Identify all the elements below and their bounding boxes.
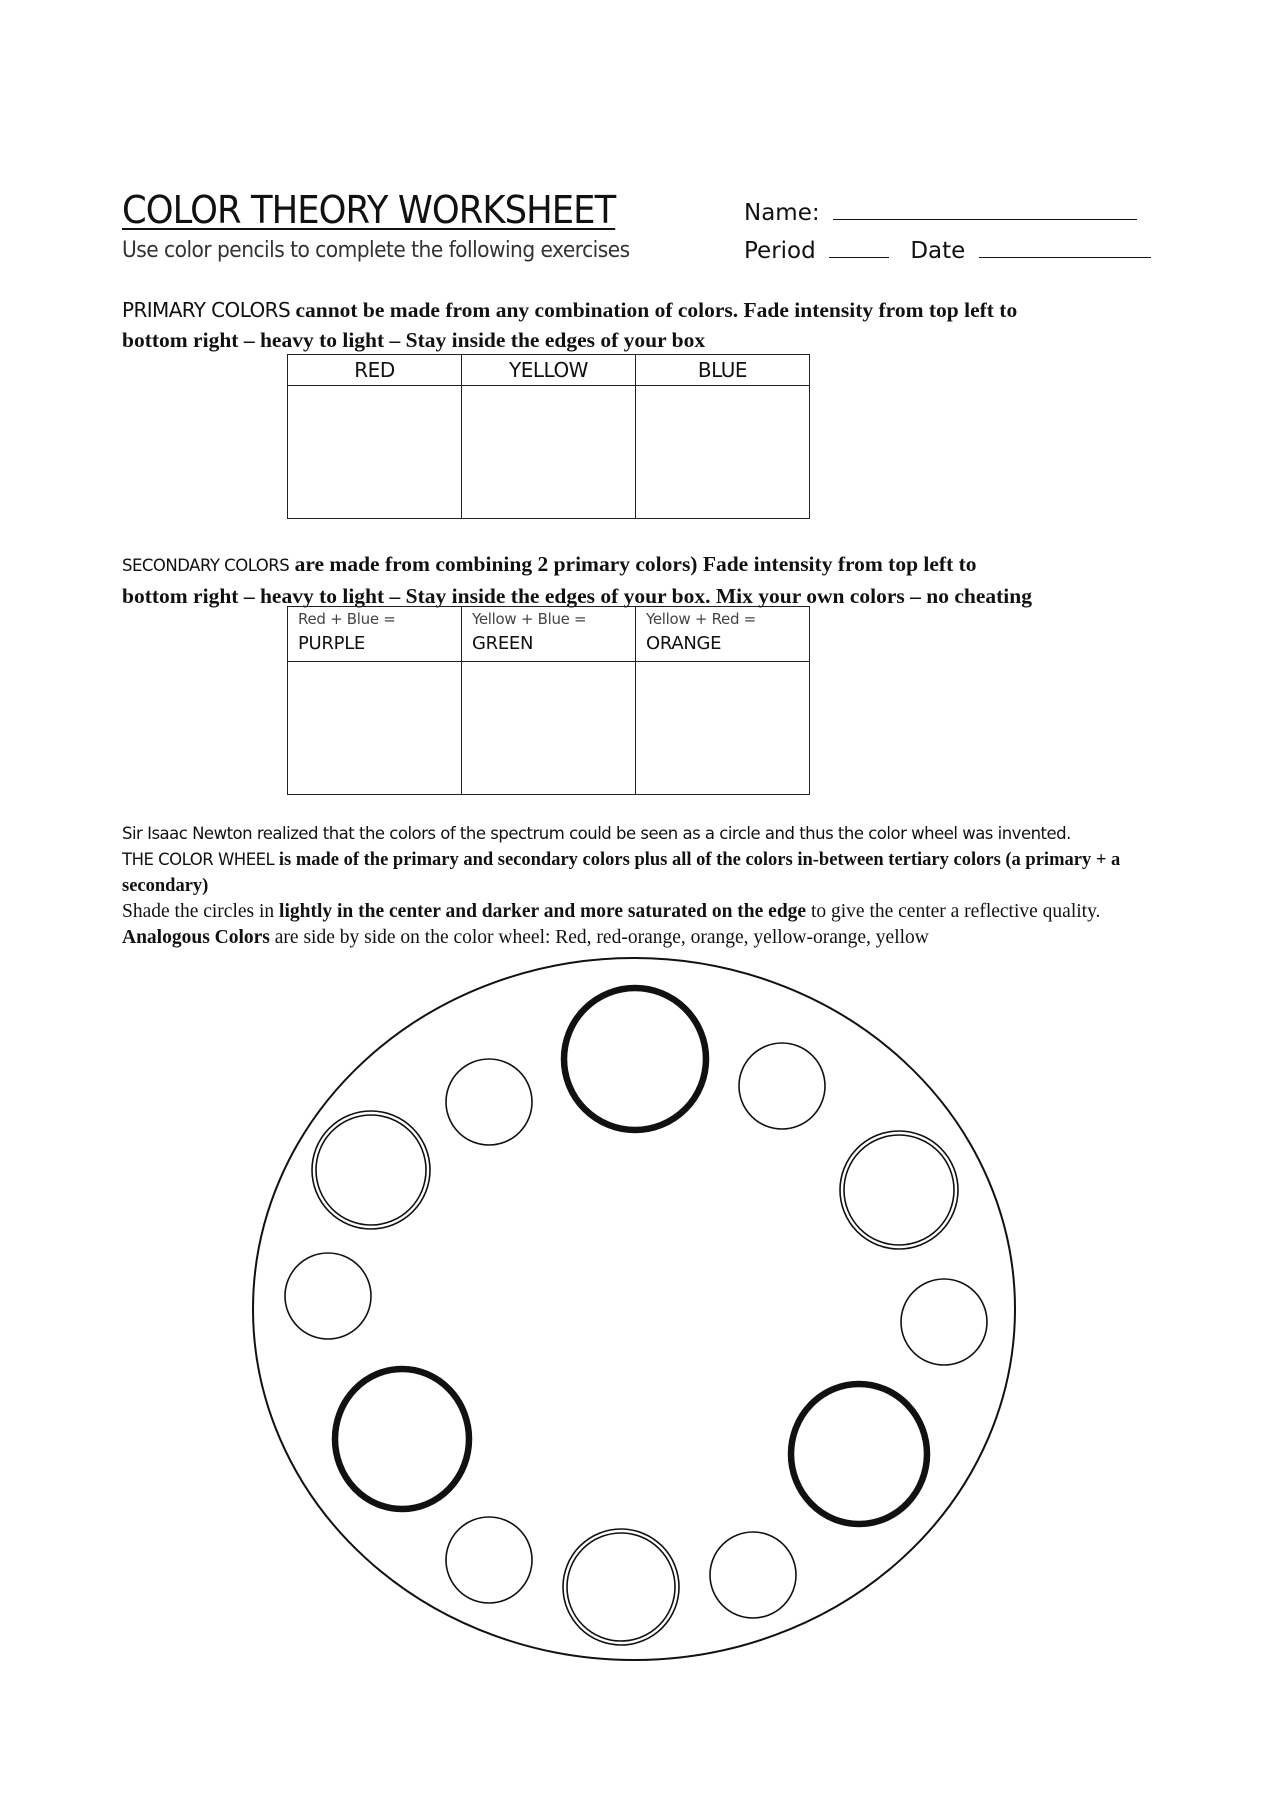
analogous-rest: are side by side on the color wheel: Red, red-orange, orange, yellow-orange, yellow bbox=[269, 927, 929, 948]
green-formula: Yellow + Blue = bbox=[472, 610, 587, 628]
tertiary-color-circle[interactable] bbox=[710, 1532, 796, 1618]
primary-color-circle[interactable] bbox=[564, 988, 706, 1130]
secondary-text-line2: bottom right – heavy to light – Stay inside the edges of your box. Mix your own colors – no cheating bbox=[122, 584, 1032, 608]
secondary-text-line1: are made from combining 2 primary colors) Fade intensity from top left to bbox=[289, 552, 977, 576]
secondary-color-circle[interactable] bbox=[563, 1529, 679, 1645]
purple-result: PURPLE bbox=[298, 633, 365, 654]
primary-col-red: RED bbox=[288, 355, 462, 386]
tertiary-color-circle[interactable] bbox=[901, 1279, 987, 1365]
wheel-text: is made of the primary and secondary colors plus all of the colors in-between tertiary colors (a primary + a secondary) bbox=[122, 850, 1121, 896]
primary-col-blue: BLUE bbox=[636, 355, 810, 386]
orange-result: ORANGE bbox=[646, 633, 722, 654]
primary-text-line2: bottom right – heavy to light – Stay inside the edges of your box bbox=[122, 328, 706, 352]
name-label: Name: bbox=[744, 200, 820, 226]
shade-intro: Shade the circles in bbox=[122, 901, 280, 922]
date-label: Date bbox=[910, 238, 966, 264]
period-label: Period bbox=[744, 238, 816, 264]
newton-text: Sir Isaac Newton realized that the colors of the spectrum could be seen as a circle and thus the color wheel was invented. bbox=[122, 824, 1071, 843]
primary-col-yellow: YELLOW bbox=[462, 355, 636, 386]
secondary-color-circle[interactable] bbox=[840, 1131, 958, 1249]
orange-formula: Yellow + Red = bbox=[646, 610, 756, 628]
analogous-bold: Analogous Colors bbox=[122, 927, 270, 948]
tertiary-color-circle[interactable] bbox=[446, 1059, 532, 1145]
tertiary-color-circle[interactable] bbox=[739, 1043, 825, 1129]
primary-lead: PRIMARY COLORS bbox=[122, 298, 291, 322]
tertiary-color-circle[interactable] bbox=[446, 1517, 532, 1603]
secondary-lead: SECONDARY COLORS bbox=[122, 556, 290, 575]
green-result: GREEN bbox=[472, 633, 534, 654]
color-wheel-outline bbox=[253, 958, 1015, 1660]
worksheet-title: COLOR THEORY WORKSHEET bbox=[122, 188, 616, 232]
worksheet-subtitle: Use color pencils to complete the following exercises bbox=[122, 238, 630, 263]
purple-formula: Red + Blue = bbox=[298, 610, 396, 628]
secondary-color-circle[interactable] bbox=[312, 1111, 430, 1229]
shade-rest: to give the center a reflective quality. bbox=[806, 901, 1101, 922]
color-wheel-circles bbox=[285, 988, 987, 1645]
shade-bold: lightly in the center and darker and more saturated on the edge bbox=[279, 901, 807, 922]
tertiary-color-circle[interactable] bbox=[285, 1253, 371, 1339]
primary-color-circle[interactable] bbox=[791, 1384, 927, 1524]
primary-text-line1: cannot be made from any combination of colors. Fade intensity from top left to bbox=[290, 298, 1018, 322]
wheel-lead: THE COLOR WHEEL bbox=[122, 850, 275, 869]
primary-color-circle[interactable] bbox=[335, 1369, 469, 1509]
